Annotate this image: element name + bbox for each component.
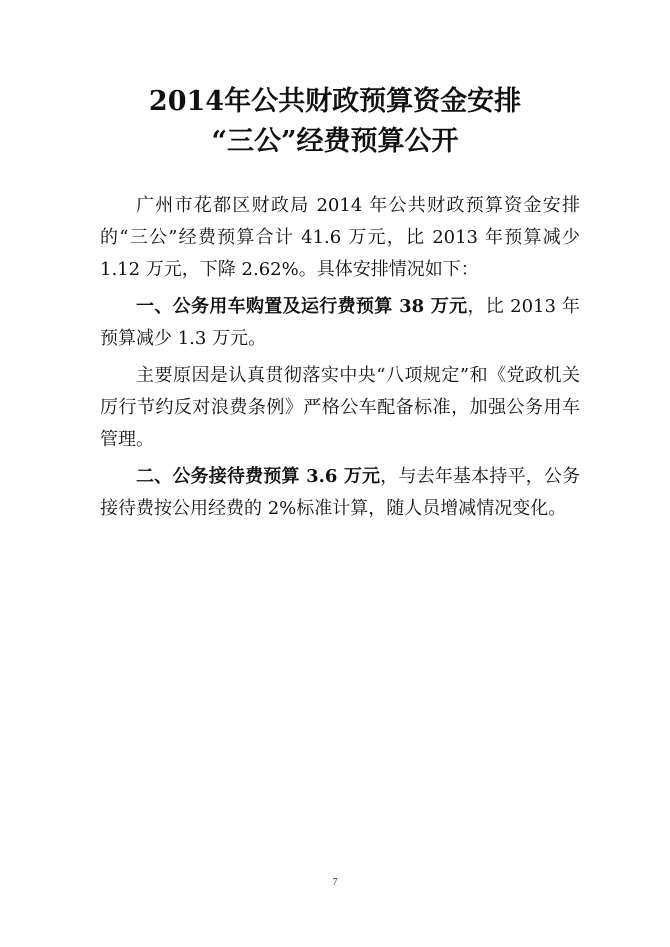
- page-number: 7: [332, 877, 338, 888]
- paragraph-heading: 二、公务接待费预算 3.6 万元: [136, 466, 381, 487]
- document-subtitle: “三公”经费预算公开: [211, 126, 459, 157]
- paragraph-reason: [100, 360, 580, 456]
- paragraph-text: ，与去年基本持平，公务接待费按公用经费的 2%标准计算，随人员增减情况变化。: [100, 466, 581, 519]
- document-body: [100, 190, 580, 530]
- paragraph-text: 广州市花都区财政局 2014 年公共财政预算资金安排的“三公”经费预算合计 41.6 万元，比 2013 年预算减少 1.12 万元，下降 2.62%。具体安排情况如下：: [100, 195, 580, 280]
- paragraph-text: 主要原因是认真贯彻落实中央“八项规定”和《党政机关厉行节约反对浪费条例》严格公车配备标准，加强公务用车管理。: [100, 365, 580, 450]
- paragraph-summary: [100, 190, 580, 286]
- paragraph-heading: 一、公务用车购置及运行费预算 38 万元: [136, 296, 468, 317]
- paragraph-reception-cost: [100, 461, 580, 525]
- document-title: 2014年公共财政预算资金安排: [148, 86, 522, 117]
- paragraph-text: ，比 2013 年预算减少 1.3 万元。: [100, 296, 580, 349]
- paragraph-vehicle-cost: [100, 291, 580, 355]
